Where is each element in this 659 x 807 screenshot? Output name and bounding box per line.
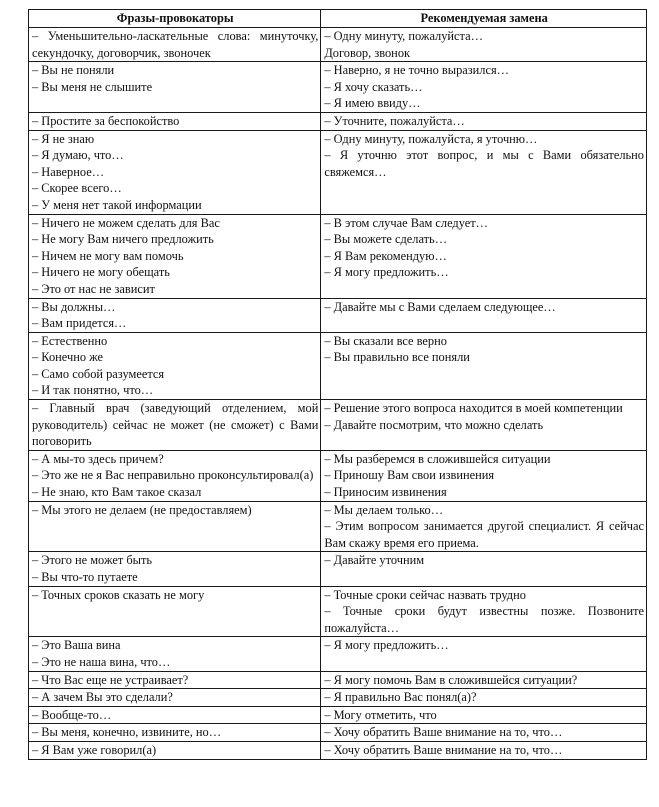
replacement-phrase: – Вы сказали все верно [324, 333, 447, 348]
replacement-phrase: – Я могу помочь Вам в сложившейся ситуации? [324, 672, 578, 687]
replacement-phrase: – Могу отметить, что [324, 707, 437, 722]
provocative-phrase: – Ничего не можем сделать для Вас [32, 215, 220, 230]
provocative-phrase-cell [29, 689, 321, 707]
replacement-phrase-cell [321, 689, 647, 707]
replacement-phrase-cell [321, 130, 647, 214]
replacement-phrase: – Я хочу сказать… [324, 79, 423, 94]
table-row [29, 741, 647, 759]
replacement-phrase: – Я имею ввиду… [324, 96, 421, 111]
replacement-phrase: – Одну минуту, пожалуйста, я уточню… [324, 131, 538, 146]
provocative-phrase: – Уменьшительно-ласкательные слова: минуточку, секундочку, договорчик, звоночек [32, 29, 319, 60]
replacement-phrase: – Я уточню этот вопрос, и мы с Вами обязательно свяжемся… [324, 148, 644, 179]
replacement-phrase-cell [321, 332, 647, 399]
table-row [29, 724, 647, 742]
table-row [29, 298, 647, 332]
replacement-phrase: – Давайте посмотрим, что можно сделать [324, 417, 544, 432]
provocative-phrase-cell [29, 586, 321, 637]
provocative-phrase-cell [29, 112, 321, 130]
provocative-phrase: – Это Ваша вина [32, 638, 121, 653]
provocative-phrase: – А мы-то здесь причем? [32, 451, 164, 466]
replacement-phrase-cell [321, 741, 647, 759]
provocative-phrase: – Вы должны… [32, 299, 116, 314]
replacement-phrase: – Давайте уточним [324, 553, 425, 568]
table-body [29, 28, 647, 760]
table-row [29, 130, 647, 214]
provocative-phrase-cell [29, 671, 321, 689]
replacement-phrase: – Хочу обратить Ваше внимание на то, что… [324, 742, 563, 757]
replacement-phrase: – Хочу обратить Ваше внимание на то, что… [324, 725, 563, 740]
provocative-phrase: – Само собой разумеется [32, 366, 165, 381]
replacement-phrase-cell [321, 400, 647, 451]
table-header-row [29, 10, 647, 28]
provocative-phrase: – Вам придется… [32, 316, 127, 331]
table-row [29, 112, 647, 130]
replacement-phrase: – Точные сроки будут известны позже. Позвоните пожалуйста… [324, 604, 644, 635]
provocative-phrase: – Вы меня, конечно, извините, но… [32, 725, 222, 740]
replacement-phrase: – Давайте мы с Вами сделаем следующее… [324, 299, 556, 314]
provocative-phrase-cell [29, 450, 321, 501]
replacement-phrase-cell [321, 450, 647, 501]
provocative-phrase: – Точных сроков сказать не могу [32, 587, 205, 602]
replacement-phrase-cell [321, 214, 647, 298]
provocative-phrase: – Что Вас еще не устраивает? [32, 672, 189, 687]
replacement-phrase: – Мы делаем только… [324, 502, 444, 517]
replacement-phrase: – Решение этого вопроса находится в моей компетенции [324, 401, 623, 416]
replacement-phrase: – Наверно, я не точно выразился… [324, 63, 510, 78]
provocative-phrase: – Это от нас не зависит [32, 281, 155, 296]
replacement-phrase: – Уточните, пожалуйста… [324, 113, 465, 128]
provocative-phrase-cell [29, 552, 321, 586]
provocative-phrase: – Я думаю, что… [32, 148, 124, 163]
replacement-phrase: – Приносим извинения [324, 485, 447, 500]
provocative-phrase-cell [29, 130, 321, 214]
table-row [29, 214, 647, 298]
provocative-phrase: – Конечно же [32, 350, 104, 365]
table-row [29, 671, 647, 689]
replacement-phrase-cell [321, 637, 647, 671]
replacement-phrase: – Я Вам рекомендую… [324, 248, 447, 263]
table-row [29, 400, 647, 451]
provocative-phrase: – Я Вам уже говорил(а) [32, 742, 157, 757]
provocative-phrase: – Скорее всего… [32, 181, 122, 196]
replacement-phrase: – Точные сроки сейчас назвать трудно [324, 587, 526, 602]
provocative-phrase: – Вы меня не слышите [32, 79, 153, 94]
table-row [29, 706, 647, 724]
table-row [29, 332, 647, 399]
table-row [29, 637, 647, 671]
replacement-phrase-cell [321, 706, 647, 724]
header-provocative-phrases: Фразы-провокаторы [29, 10, 321, 28]
provocative-phrase: – Естественно [32, 333, 108, 348]
provocative-phrase: – Не знаю, кто Вам такое сказал [32, 485, 202, 500]
replacement-phrase-cell [321, 112, 647, 130]
table-row [29, 552, 647, 586]
replacement-phrase: – Я могу предложить… [324, 638, 449, 653]
provocative-phrase: – Вы что-то путаете [32, 570, 138, 584]
replacement-phrase-cell [321, 552, 647, 586]
provocative-phrase: – Это же не я Вас неправильно проконсультировал(а) [32, 468, 314, 483]
provocative-phrase: – Простите за беспокойство [32, 113, 180, 128]
replacement-phrase: – Приношу Вам свои извинения [324, 468, 495, 483]
phrase-replacement-table [28, 9, 647, 760]
provocative-phrase: – Ничем не могу вам помочь [32, 248, 184, 263]
provocative-phrase-cell [29, 637, 321, 671]
provocative-phrase-cell [29, 400, 321, 451]
replacement-phrase: – В этом случае Вам следует… [324, 215, 489, 230]
table-row [29, 501, 647, 552]
provocative-phrase-cell [29, 501, 321, 552]
table-row [29, 62, 647, 113]
provocative-phrase: – Мы этого не делаем (не предоставляем) [32, 502, 252, 517]
provocative-phrase: – Этого не может быть [32, 553, 153, 568]
table-row [29, 28, 647, 62]
replacement-phrase: – Одну минуту, пожалуйста… [324, 29, 484, 43]
replacement-phrase-cell [321, 298, 647, 332]
provocative-phrase: – Главный врач (заведующий отделением, мой руководитель) сейчас не может (не сможет) с Вами поговорить [32, 401, 319, 449]
replacement-phrase-cell [321, 671, 647, 689]
provocative-phrase: – Я не знаю [32, 131, 95, 146]
replacement-phrase-cell [321, 724, 647, 742]
provocative-phrase-cell [29, 62, 321, 113]
provocative-phrase: – И так понятно, что… [32, 383, 154, 398]
replacement-phrase: – Мы разберемся в сложившейся ситуации [324, 451, 551, 466]
provocative-phrase: – А зачем Вы это сделали? [32, 690, 173, 705]
provocative-phrase-cell [29, 298, 321, 332]
provocative-phrase: – Ничего не могу обещать [32, 265, 170, 280]
replacement-phrase-cell [321, 28, 647, 62]
provocative-phrase-cell [29, 706, 321, 724]
provocative-phrase: – Наверное… [32, 164, 105, 179]
table-row [29, 450, 647, 501]
replacement-phrase: – Этим вопросом занимается другой специалист. Я сейчас Вам скажу время его приема. [324, 519, 644, 550]
provocative-phrase-cell [29, 724, 321, 742]
provocative-phrase: – У меня нет такой информации [32, 197, 202, 212]
table-row [29, 689, 647, 707]
provocative-phrase: – Это не наша вина, что… [32, 654, 171, 669]
replacement-phrase-cell [321, 62, 647, 113]
replacement-phrase: – Я могу предложить… [324, 265, 449, 280]
replacement-phrase: Договор, звонок [324, 45, 411, 60]
provocative-phrase-cell [29, 214, 321, 298]
replacement-phrase-cell [321, 586, 647, 637]
table-row [29, 586, 647, 637]
provocative-phrase-cell [29, 332, 321, 399]
replacement-phrase-cell [321, 501, 647, 552]
replacement-phrase: – Вы можете сделать… [324, 232, 448, 247]
provocative-phrase-cell [29, 741, 321, 759]
provocative-phrase: – Не могу Вам ничего предложить [32, 232, 214, 247]
provocative-phrase: – Вообще-то… [32, 707, 112, 722]
header-recommended-replacement: Рекомендуемая замена [321, 10, 647, 28]
provocative-phrase: – Вы не поняли [32, 63, 115, 78]
provocative-phrase-cell [29, 28, 321, 62]
replacement-phrase: – Я правильно Вас понял(а)? [324, 690, 477, 705]
replacement-phrase: – Вы правильно все поняли [324, 350, 470, 365]
